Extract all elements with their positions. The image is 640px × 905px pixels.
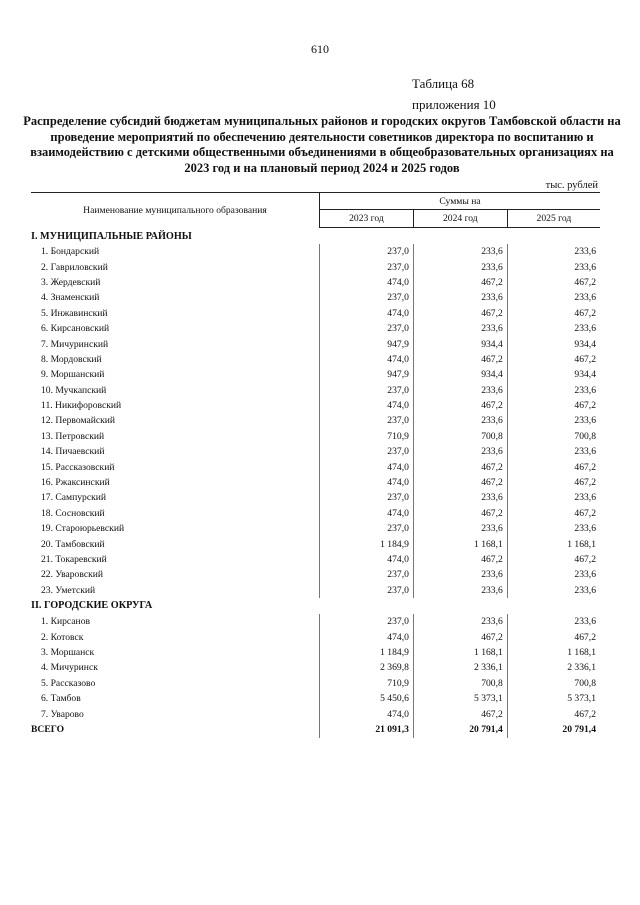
amount-cell: 233,6 <box>507 321 600 336</box>
municipality-name: 3. Жердевский <box>41 276 101 288</box>
header-year: 2025 год <box>507 210 600 228</box>
amount-cell: 467,2 <box>507 629 600 644</box>
table-row <box>31 614 600 629</box>
amount-cell: 237,0 <box>320 383 414 398</box>
amount-cell: 233,6 <box>413 444 507 459</box>
amount-cell: 233,6 <box>507 444 600 459</box>
amount-cell: 233,6 <box>507 290 600 305</box>
amount-cell: 233,6 <box>413 290 507 305</box>
table-row <box>31 521 600 536</box>
table-row <box>31 706 600 721</box>
table-row <box>31 383 600 398</box>
municipality-name: 13. Петровский <box>41 430 105 442</box>
amount-cell: 233,6 <box>507 583 600 598</box>
municipality-name: 2. Гавриловский <box>41 261 108 273</box>
amount-cell: 934,4 <box>507 336 600 351</box>
table-row <box>31 691 600 706</box>
table-row <box>31 336 600 351</box>
amount-cell: 233,6 <box>413 244 507 259</box>
table-row <box>31 444 600 459</box>
amount-cell: 237,0 <box>320 290 414 305</box>
amount-cell: 233,6 <box>507 383 600 398</box>
municipality-name: 20. Тамбовский <box>41 538 105 550</box>
municipality-name: 11. Никифоровский <box>41 400 122 412</box>
section-header <box>31 228 600 245</box>
amount-cell: 947,9 <box>320 367 414 382</box>
municipality-name: 21. Токаревский <box>41 554 107 565</box>
municipality-name: 23. Уметский <box>41 584 96 596</box>
municipality-name: 1. Кирсанов <box>41 616 91 628</box>
table-row <box>31 583 600 598</box>
table-row <box>31 490 600 505</box>
amount-cell: 700,8 <box>507 429 600 444</box>
amount-cell: 934,4 <box>413 336 507 351</box>
amount-cell: 237,0 <box>320 521 414 536</box>
amount-cell: 233,6 <box>507 244 600 259</box>
amount-cell: 467,2 <box>507 398 600 413</box>
amount-cell: 233,6 <box>507 521 600 536</box>
unit-label: тыс. рублей <box>545 180 598 191</box>
table-row <box>31 475 600 490</box>
table-row <box>31 275 600 290</box>
amount-cell: 233,6 <box>413 521 507 536</box>
amount-cell: 237,0 <box>320 413 414 428</box>
amount-cell: 233,6 <box>413 567 507 582</box>
amount-cell: 467,2 <box>507 352 600 367</box>
amount-cell: 934,4 <box>413 367 507 382</box>
municipality-name: 12. Первомайский <box>41 415 116 427</box>
amount-cell: 233,6 <box>413 321 507 336</box>
total-amount: 20 791,4 <box>507 722 600 738</box>
amount-cell: 467,2 <box>507 306 600 321</box>
table-row <box>31 429 600 444</box>
municipality-name: 15. Рассказовский <box>41 461 115 473</box>
section-header <box>31 598 600 614</box>
amount-cell: 467,2 <box>413 275 507 290</box>
appendix-label: приложения 10 <box>412 97 496 112</box>
amount-cell: 1 168,1 <box>507 645 600 660</box>
amount-cell: 1 184,9 <box>320 645 414 660</box>
table-row <box>31 398 600 413</box>
amount-cell: 1 168,1 <box>413 536 507 551</box>
municipality-name: 8. Мордовский <box>41 353 102 365</box>
municipality-name: 7. Уварово <box>41 708 84 720</box>
amount-cell: 467,2 <box>413 306 507 321</box>
amount-cell: 5 450,6 <box>320 691 414 706</box>
table-row <box>31 290 600 305</box>
section-title: I. МУНИЦИПАЛЬНЫЕ РАЙОНЫ <box>31 230 192 242</box>
table-row <box>31 367 600 382</box>
table-row <box>31 567 600 582</box>
amount-cell: 237,0 <box>320 567 414 582</box>
table-number: Таблица 68 <box>412 76 475 91</box>
amount-cell: 474,0 <box>320 506 414 521</box>
municipality-name: 4. Мичуринск <box>41 662 98 674</box>
amount-cell: 474,0 <box>320 306 414 321</box>
amount-cell: 947,9 <box>320 336 414 351</box>
amount-cell: 474,0 <box>320 552 414 567</box>
amount-cell: 467,2 <box>413 552 507 567</box>
subsidy-table <box>31 192 600 738</box>
amount-cell: 233,6 <box>507 567 600 582</box>
table-row <box>31 506 600 521</box>
table-row <box>31 536 600 551</box>
amount-cell: 233,6 <box>507 614 600 629</box>
amount-cell: 474,0 <box>320 629 414 644</box>
municipality-name: 4. Знаменский <box>41 292 100 304</box>
amount-cell: 5 373,1 <box>413 691 507 706</box>
municipality-name: 17. Сампурский <box>41 492 107 504</box>
municipality-name: 6. Тамбов <box>41 693 81 705</box>
amount-cell: 2 336,1 <box>413 660 507 675</box>
municipality-name: 5. Рассказово <box>41 677 96 689</box>
total-row <box>31 722 600 738</box>
municipality-name: 10. Мучкапский <box>41 384 107 396</box>
table-row <box>31 321 600 336</box>
page-number: 610 <box>311 42 329 56</box>
amount-cell: 237,0 <box>320 244 414 259</box>
amount-cell: 700,8 <box>507 676 600 691</box>
amount-cell: 237,0 <box>320 321 414 336</box>
amount-cell: 474,0 <box>320 398 414 413</box>
amount-cell: 710,9 <box>320 676 414 691</box>
document-title: Распределение субсидий бюджетам муниципальных районов и городских округов Тамбовской области на проведение мероприятий по обеспечению деятельности советников директора по воспитанию и взаимодействию с детскими общественными объединениями в общеобразовательных организациях на 2023 год и на плановый период 2024 и 2025 годов <box>23 114 621 175</box>
municipality-name: 3. Моршанск <box>41 646 95 658</box>
amount-cell: 233,6 <box>413 583 507 598</box>
amount-cell: 474,0 <box>320 459 414 474</box>
municipality-name: 5. Инжавинский <box>41 307 108 319</box>
table-row <box>31 660 600 675</box>
amount-cell: 1 168,1 <box>413 645 507 660</box>
amount-cell: 467,2 <box>507 475 600 490</box>
total-label: ВСЕГО <box>31 724 65 736</box>
municipality-name: 9. Моршанский <box>41 369 105 381</box>
municipality-name: 18. Сосновский <box>41 507 105 519</box>
amount-cell: 233,6 <box>413 259 507 274</box>
municipality-name: 6. Кирсановский <box>41 323 110 335</box>
amount-cell: 474,0 <box>320 275 414 290</box>
header-sums-on: Суммы на <box>320 193 601 210</box>
amount-cell: 1 184,9 <box>320 536 414 551</box>
amount-cell: 233,6 <box>507 413 600 428</box>
amount-cell: 474,0 <box>320 352 414 367</box>
total-amount: 20 791,4 <box>413 722 507 738</box>
municipality-name: 7. Мичуринский <box>41 338 109 350</box>
table-row <box>31 459 600 474</box>
amount-cell: 237,0 <box>320 490 414 505</box>
amount-cell: 237,0 <box>320 614 414 629</box>
amount-cell: 237,0 <box>320 259 414 274</box>
amount-cell: 5 373,1 <box>507 691 600 706</box>
amount-cell: 467,2 <box>507 706 600 721</box>
table-row <box>31 259 600 274</box>
amount-cell: 237,0 <box>320 583 414 598</box>
amount-cell: 467,2 <box>507 506 600 521</box>
amount-cell: 467,2 <box>413 506 507 521</box>
amount-cell: 934,4 <box>507 367 600 382</box>
amount-cell: 467,2 <box>413 706 507 721</box>
amount-cell: 700,8 <box>413 429 507 444</box>
table-row <box>31 552 600 567</box>
amount-cell: 467,2 <box>507 459 600 474</box>
amount-cell: 2 336,1 <box>507 660 600 675</box>
amount-cell: 237,0 <box>320 444 414 459</box>
table-row <box>31 413 600 428</box>
municipality-name: 16. Ржаксинский <box>41 477 110 489</box>
amount-cell: 467,2 <box>413 398 507 413</box>
table-body <box>31 228 600 738</box>
amount-cell: 233,6 <box>413 490 507 505</box>
amount-cell: 474,0 <box>320 706 414 721</box>
amount-cell: 467,2 <box>413 629 507 644</box>
table-row <box>31 629 600 644</box>
amount-cell: 467,2 <box>413 459 507 474</box>
municipality-name: 19. Староюрьевский <box>41 523 125 535</box>
table-row <box>31 645 600 660</box>
amount-cell: 233,6 <box>413 614 507 629</box>
table-row <box>31 244 600 259</box>
amount-cell: 700,8 <box>413 676 507 691</box>
section-title: II. ГОРОДСКИЕ ОКРУГА <box>31 600 153 612</box>
amount-cell: 467,2 <box>413 352 507 367</box>
amount-cell: 467,2 <box>507 275 600 290</box>
municipality-name: 1. Бондарский <box>41 246 100 258</box>
table-row <box>31 306 600 321</box>
amount-cell: 1 168,1 <box>507 536 600 551</box>
municipality-name: 22. Уваровский <box>41 569 104 581</box>
amount-cell: 233,6 <box>507 259 600 274</box>
municipality-name: 14. Пичаевский <box>41 446 105 458</box>
total-amount: 21 091,3 <box>320 722 414 738</box>
amount-cell: 233,6 <box>507 490 600 505</box>
table-row <box>31 676 600 691</box>
table-row <box>31 352 600 367</box>
header-name-column: Наименование муниципального образования <box>31 193 320 228</box>
amount-cell: 2 369,8 <box>320 660 414 675</box>
amount-cell: 474,0 <box>320 475 414 490</box>
municipality-name: 2. Котовск <box>41 631 84 643</box>
amount-cell: 233,6 <box>413 413 507 428</box>
amount-cell: 710,9 <box>320 429 414 444</box>
amount-cell: 467,2 <box>413 475 507 490</box>
amount-cell: 467,2 <box>507 552 600 567</box>
header-year: 2024 год <box>413 210 507 228</box>
header-year: 2023 год <box>320 210 414 228</box>
amount-cell: 233,6 <box>413 383 507 398</box>
